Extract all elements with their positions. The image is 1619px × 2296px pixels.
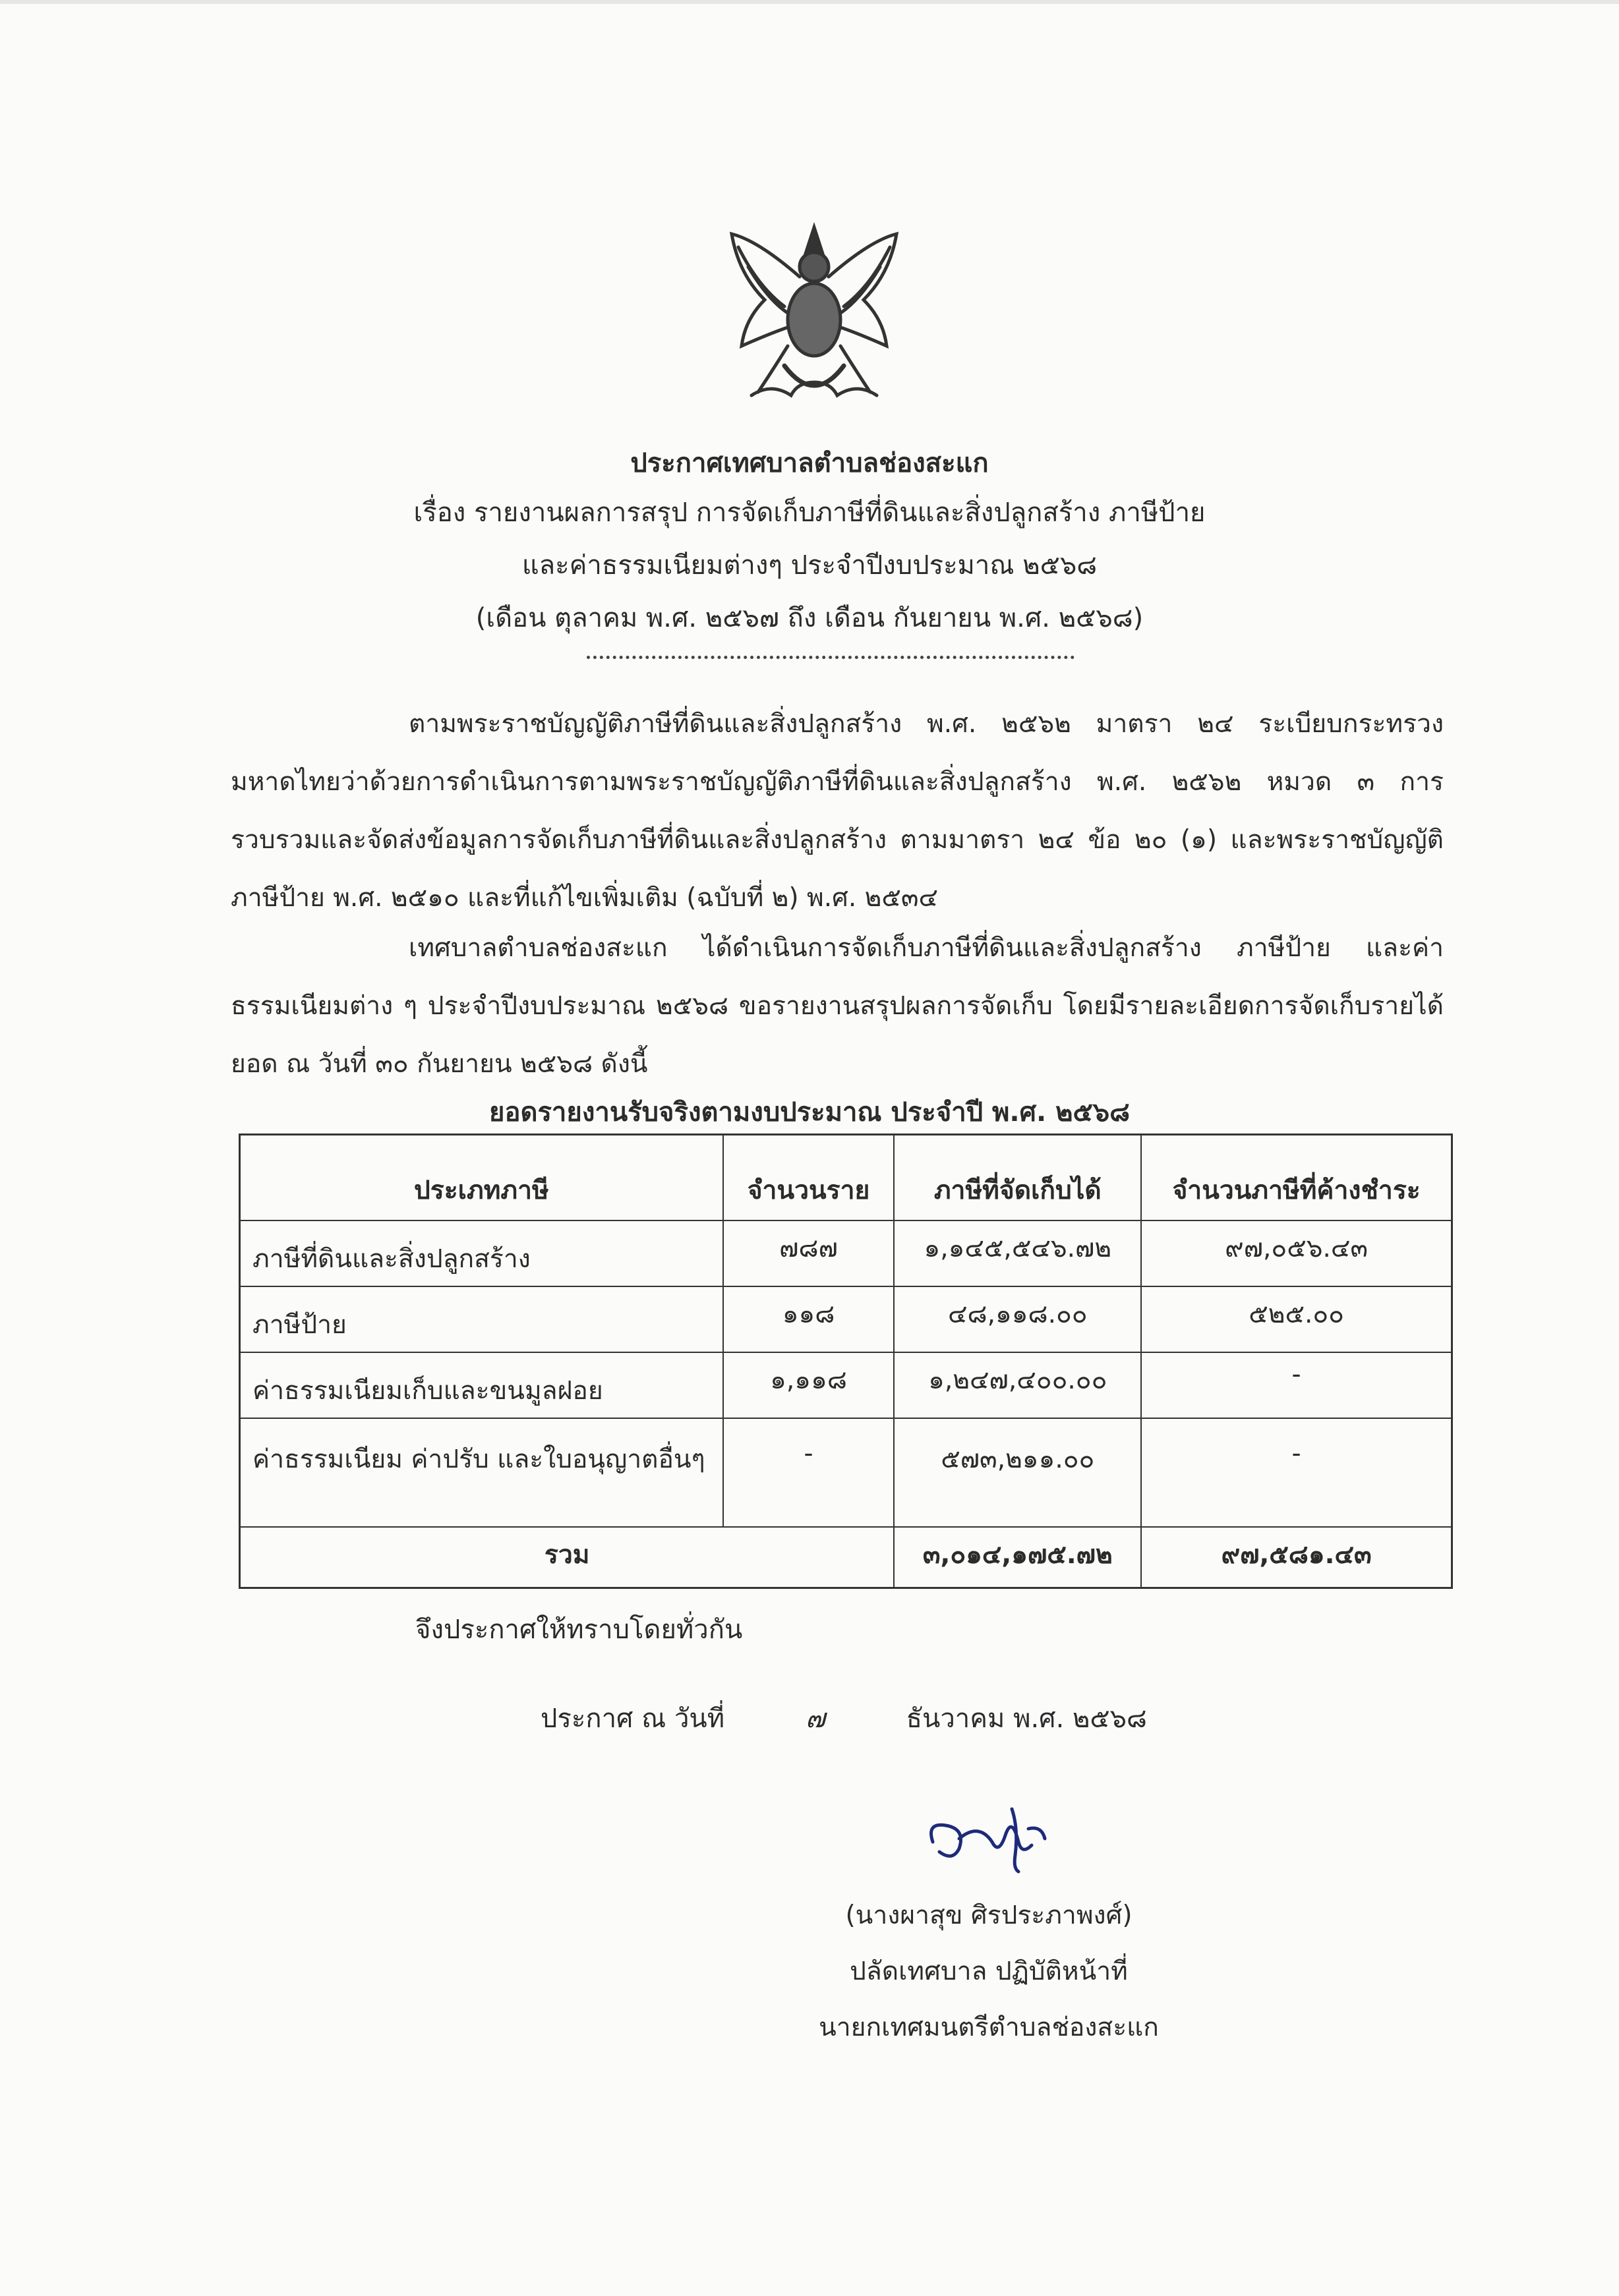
cell-tax-type: ภาษีที่ดินและสิ่งปลูกสร้าง <box>240 1220 723 1286</box>
signature-icon <box>920 1789 1071 1875</box>
tax-summary-table <box>239 1134 1453 1589</box>
cell-count: ๑,๑๑๘ <box>723 1352 895 1418</box>
date-prefix: ประกาศ ณ วันที่ <box>541 1704 725 1734</box>
paragraph-2-text: เทศบาลตำบลช่องสะแก ได้ดำเนินการจัดเก็บภาษีที่ดินและสิ่งปลูกสร้าง ภาษีป้าย และค่าธรรมเนียมต่าง ๆ ประจำปีงบประมาณ ๒๕๖๘ ขอรายงานสรุปผลการจัดเก็บ โดยมีรายละเอียดการจัดเก็บรายได้ยอด ณ วันที่ ๓๐ กันยายน ๒๕๖๘ ดังนี้ <box>231 933 1444 1079</box>
date-day: ๗ <box>805 1704 825 1734</box>
cell-outstanding: - <box>1141 1418 1452 1527</box>
date-suffix: ธันวาคม พ.ศ. ๒๕๖๘ <box>906 1704 1147 1734</box>
cell-total-collected: ๓,๐๑๔,๑๗๕.๗๒ <box>894 1527 1141 1588</box>
cell-outstanding: - <box>1141 1352 1452 1418</box>
document-title: ประกาศเทศบาลตำบลช่องสะแก <box>630 448 989 478</box>
cell-total-label: รวม <box>240 1527 895 1588</box>
signer-name: (นางผาสุข ศิรประภาพงศ์) <box>845 1901 1133 1930</box>
table-caption: ยอดรายงานรับจริงตามงบประมาณ ประจำปี พ.ศ. ๒๕๖๘ <box>489 1097 1130 1128</box>
signer-position-2: นายกเทศมนตรีตำบลช่องสะแก <box>819 2013 1159 2042</box>
paragraph-1-text: ตามพระราชบัญญัติภาษีที่ดินและสิ่งปลูกสร้าง พ.ศ. ๒๕๖๒ มาตรา ๒๔ ระเบียบกระทรวงมหาดไทยว่าด้วยการดำเนินการตามพระราชบัญญัติภาษีที่ดินและสิ่งปลูกสร้าง พ.ศ. ๒๕๖๒ หมวด ๓ การรวบรวมและจัดส่งข้อมูลการจัดเก็บภาษีที่ดินและสิ่งปลูกสร้าง ตามมาตรา ๒๔ ข้อ ๒๐ (๑) และพระราชบัญญัติภาษีป้าย พ.ศ. ๒๕๑๐ และที่แก้ไขเพิ่มเติม (ฉบับที่ ๒) พ.ศ. ๒๕๓๔ <box>231 709 1444 913</box>
cell-collected: ๕๗๓,๒๑๑.๐๐ <box>894 1418 1141 1527</box>
cell-outstanding: ๕๒๕.๐๐ <box>1141 1286 1452 1352</box>
cell-tax-type: ค่าธรรมเนียมเก็บและขนมูลฝอย <box>240 1352 723 1418</box>
cell-outstanding: ๙๗,๐๕๖.๔๓ <box>1141 1220 1452 1286</box>
cell-tax-type: ภาษีป้าย <box>240 1286 723 1352</box>
cell-count: - <box>723 1418 895 1527</box>
subject-line-2: และค่าธรรมเนียมต่างๆ ประจำปีงบประมาณ ๒๕๖๘ <box>521 550 1098 581</box>
table-row <box>240 1418 1452 1527</box>
cell-collected: ๑,๒๔๗,๔๐๐.๐๐ <box>894 1352 1141 1418</box>
subject-line-1: เรื่อง รายงานผลการสรุป การจัดเก็บภาษีที่ดินและสิ่งปลูกสร้าง ภาษีป้าย <box>413 498 1206 528</box>
table-total-row <box>240 1527 1452 1588</box>
announcement-date <box>541 1697 1147 1739</box>
header-tax-type: ประเภทภาษี <box>240 1135 723 1221</box>
cell-total-outstanding: ๙๗,๕๘๑.๔๓ <box>1141 1527 1452 1588</box>
paragraph-legal-basis <box>231 695 1444 927</box>
signer-position-1: ปลัดเทศบาล ปฏิบัติหน้าที่ <box>850 1957 1128 1986</box>
subject-line-3: (เดือน ตุลาคม พ.ศ. ๒๕๖๗ ถึง เดือน กันยายน พ.ศ. ๒๕๖๘) <box>475 603 1144 633</box>
scan-edge <box>0 0 1619 4</box>
table-row <box>240 1286 1452 1352</box>
paragraph-report <box>231 919 1444 1093</box>
cell-count: ๗๘๗ <box>723 1220 895 1286</box>
cell-collected: ๔๘,๑๑๘.๐๐ <box>894 1286 1141 1352</box>
header-outstanding: จำนวนภาษีที่ค้างชำระ <box>1141 1135 1452 1221</box>
table-row <box>240 1352 1452 1418</box>
cell-tax-type: ค่าธรรมเนียม ค่าปรับ และใบอนุญาตอื่นๆ <box>240 1418 723 1527</box>
closing-announcement: จึงประกาศให้ทราบโดยทั่วกัน <box>415 1615 743 1645</box>
cell-count: ๑๑๘ <box>723 1286 895 1352</box>
header-collected: ภาษีที่จัดเก็บได้ <box>894 1135 1141 1221</box>
cell-collected: ๑,๑๔๕,๕๔๖.๗๒ <box>894 1220 1141 1286</box>
table-row <box>240 1220 1452 1286</box>
dotted-divider <box>587 656 1074 659</box>
garuda-emblem-icon <box>719 214 910 412</box>
header-count: จำนวนราย <box>723 1135 895 1221</box>
